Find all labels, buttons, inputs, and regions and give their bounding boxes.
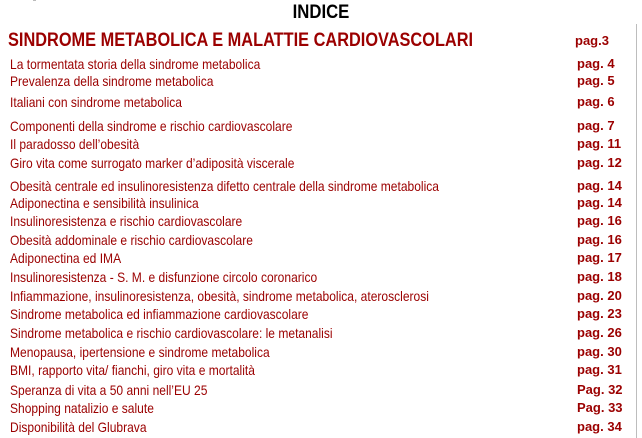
toc-entry — [0, 118, 642, 134]
toc-entry-page: pag. 4 — [577, 56, 615, 71]
toc-entry-label: Insulinoresistenza e rischio cardiovascolare — [10, 213, 243, 229]
toc-entry — [0, 232, 642, 248]
toc-entry-label: Adiponectina e sensibilità insulinica — [10, 195, 199, 211]
toc-entry-label: Obesità addominale e rischio cardiovascolare — [10, 232, 253, 248]
toc-entry-label: Menopausa, ipertensione e sindrome metabolica — [10, 344, 270, 360]
toc-entry — [0, 306, 642, 322]
toc-entry-page: pag. 34 — [577, 419, 622, 434]
toc-entry — [0, 325, 642, 341]
toc-entry-page: pag. 16 — [577, 232, 622, 247]
toc-entry-label: Disponibilità del Glubrava — [10, 419, 147, 435]
toc-entry — [0, 382, 642, 398]
toc-entry — [0, 136, 642, 152]
toc-entry-label: Prevalenza della sindrome metabolica — [10, 73, 214, 89]
toc-entry-page: pag. 17 — [577, 250, 622, 265]
toc-entry-page: pag. 7 — [577, 118, 615, 133]
toc-entry-page: pag. 11 — [577, 136, 622, 151]
toc-entry-label: Shopping natalizio e salute — [10, 400, 154, 416]
toc-entry-label: Il paradosso dell’obesità — [10, 136, 140, 152]
toc-entry-page: pag. 23 — [577, 306, 622, 321]
toc-entry — [0, 56, 642, 72]
page-title: INDICE — [292, 2, 350, 23]
section-page-number: pag.3 — [575, 33, 609, 48]
toc-entry-label: Obesità centrale ed insulinoresistenza difetto centrale della sindrome metabolica — [10, 178, 440, 194]
toc-entry-label: Speranza di vita a 50 anni nell’EU 25 — [10, 382, 208, 398]
toc-entry-label: Sindrome metabolica ed infiammazione cardiovascolare — [10, 306, 309, 322]
toc-entry-label: Componenti della sindrome e rischio cardiovascolare — [10, 118, 293, 134]
toc-entry — [0, 419, 642, 435]
toc-entry-label: BMI, rapporto vita/ fianchi, giro vita e mortalità — [10, 362, 255, 378]
toc-entry-page: pag. 12 — [577, 155, 622, 170]
toc-entry-label: Giro vita come surrogato marker d’adiposità viscerale — [10, 155, 295, 171]
toc-entry-label: Infiammazione, insulinoresistenza, obesità, sindrome metabolica, aterosclerosi — [10, 288, 429, 304]
toc-entry-page: pag. 5 — [577, 73, 615, 88]
toc-entry-page: pag. 14 — [577, 178, 622, 193]
toc-entry-page: Pag. 33 — [577, 400, 623, 415]
toc-entry — [0, 73, 642, 89]
toc-entry — [0, 250, 642, 266]
toc-entry-page: Pag. 32 — [577, 382, 623, 397]
right-border — [636, 24, 637, 438]
toc-entry — [0, 178, 642, 194]
toc-entry — [0, 269, 642, 285]
toc-entry — [0, 213, 642, 229]
toc-entry — [0, 362, 642, 378]
toc-entry-page: pag. 14 — [577, 195, 622, 210]
toc-entry-page: pag. 18 — [577, 269, 622, 284]
toc-entry-page: pag. 20 — [577, 288, 622, 303]
toc-entry — [0, 400, 642, 416]
toc-entry-label: Italiani con sindrome metabolica — [10, 94, 182, 110]
toc-entry-page: pag. 16 — [577, 213, 622, 228]
section-title: SINDROME METABOLICA E MALATTIE CARDIOVASCOLARI — [8, 30, 474, 51]
toc-entry-page: pag. 30 — [577, 344, 622, 359]
toc-entry — [0, 288, 642, 304]
toc-entry-page: pag. 31 — [577, 362, 622, 377]
toc-entry-page: pag. 6 — [577, 94, 615, 109]
toc-entry-label: Adiponectina ed IMA — [10, 250, 122, 266]
toc-entry-label: Sindrome metabolica e rischio cardiovascolare: le metanalisi — [10, 325, 333, 341]
toc-entry-label: Insulinoresistenza - S. M. e disfunzione circolo coronarico — [10, 269, 318, 285]
toc-entry-label: La tormentata storia della sindrome metabolica — [10, 56, 261, 72]
toc-entry — [0, 155, 642, 171]
toc-entry — [0, 94, 642, 110]
toc-entry — [0, 195, 642, 211]
toc-entry-page: pag. 26 — [577, 325, 622, 340]
toc-entry — [0, 344, 642, 360]
